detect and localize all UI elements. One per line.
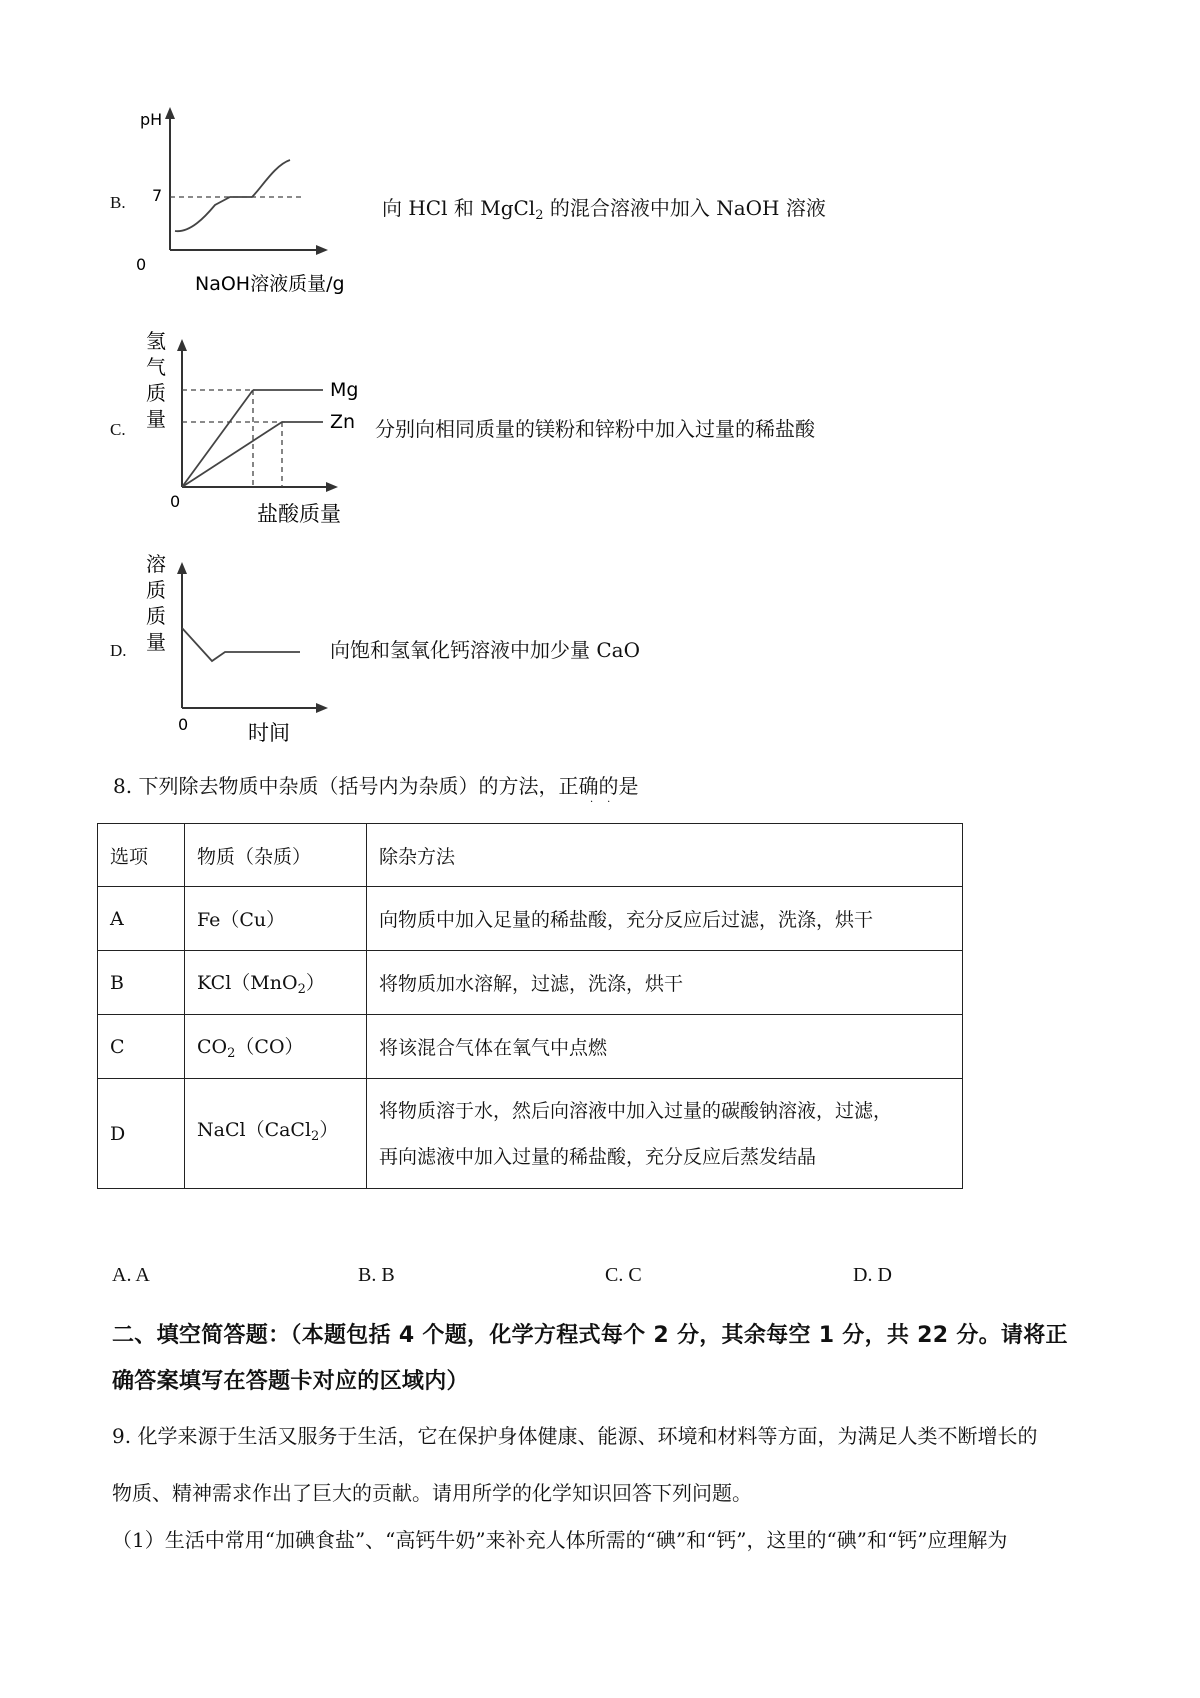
option-b-description bbox=[382, 192, 826, 223]
graph-c-x-label: 盐酸质量 bbox=[257, 502, 341, 526]
graph-b-x-label: NaOH溶液质量/g bbox=[195, 273, 345, 295]
option-b-desc-prefix: 向 HCl 和 MgCl bbox=[382, 196, 536, 220]
answer-option-c: C. C bbox=[605, 1264, 642, 1286]
graph-c-series-zn: Zn bbox=[330, 411, 356, 433]
question-9-line2: 物质、精神需求作出了巨大的贡献。请用所学的化学知识回答下列问题。 bbox=[112, 1481, 752, 1505]
option-d-description: 向饱和氢氧化钙溶液中加少量 CaO bbox=[330, 638, 640, 662]
table-row bbox=[98, 1015, 963, 1079]
emphasis-dots: ·· bbox=[590, 797, 625, 808]
graph-d-y-arrow bbox=[177, 562, 187, 574]
row-d-substance-prefix: NaCl（CaCl bbox=[197, 1119, 312, 1141]
graph-d-x-arrow bbox=[316, 703, 328, 713]
row-c-substance-sub: 2 bbox=[227, 1046, 236, 1061]
answer-option-a: A. A bbox=[112, 1264, 150, 1286]
row-b-option: B bbox=[98, 951, 185, 1015]
row-c-method: 将该混合气体在氧气中点燃 bbox=[367, 1015, 963, 1079]
graph-d-y-char-2: 质 bbox=[146, 578, 166, 602]
graph-c bbox=[140, 325, 380, 530]
question-8-table bbox=[97, 823, 963, 1189]
row-d-substance bbox=[185, 1079, 367, 1189]
table-header-row bbox=[98, 824, 963, 887]
option-b-label: B. bbox=[110, 193, 126, 212]
answer-option-b: B. B bbox=[358, 1264, 395, 1286]
option-c-description: 分别向相同质量的镁粉和锌粉中加入过量的稀盐酸 bbox=[375, 417, 815, 441]
graph-b-y-arrow bbox=[165, 107, 175, 119]
section-2-heading-line1: 二、填空简答题：（本题包括 4 个题，化学方程式每个 2 分，其余每空 1 分，共 22 分。请将正 bbox=[112, 1323, 1068, 1348]
graph-c-x-arrow bbox=[326, 482, 338, 492]
row-d-method-line1: 将物质溶于水，然后向溶液中加入过量的碳酸钠溶液，过滤， bbox=[379, 1099, 893, 1122]
table-row bbox=[98, 1079, 963, 1189]
graph-c-mg-rise bbox=[182, 390, 253, 487]
graph-b-y-label: pH bbox=[140, 110, 163, 129]
graph-b-origin: 0 bbox=[136, 255, 147, 274]
option-d-label: D. bbox=[110, 641, 127, 660]
graph-d-y-char-3: 质 bbox=[146, 604, 166, 628]
graph-d bbox=[140, 548, 340, 748]
question-9-line1: 9. 化学来源于生活又服务于生活，它在保护身体健康、能源、环境和材料等方面，为满足人类不断增长的 bbox=[112, 1424, 1038, 1448]
section-2-heading-line2: 确答案填写在答题卡对应的区域内） bbox=[112, 1369, 469, 1394]
graph-c-y-arrow bbox=[177, 339, 187, 351]
option-b-desc-suffix: 的混合溶液中加入 NaOH 溶液 bbox=[543, 196, 826, 220]
table-row bbox=[98, 887, 963, 951]
graph-c-zn-rise bbox=[182, 422, 282, 487]
row-b-substance-sub: 2 bbox=[297, 982, 306, 997]
graph-d-y-char-4: 量 bbox=[146, 630, 166, 654]
graph-b-tick-7: 7 bbox=[152, 186, 163, 205]
row-c-substance-suffix: （CO） bbox=[235, 1036, 304, 1058]
row-b-method: 将物质加水溶解，过滤，洗涤，烘干 bbox=[367, 951, 963, 1015]
table-row bbox=[98, 951, 963, 1015]
graph-c-series-mg: Mg bbox=[330, 379, 359, 401]
graph-c-origin: 0 bbox=[170, 492, 181, 511]
row-c-substance-prefix: CO bbox=[197, 1036, 228, 1058]
option-c-label: C. bbox=[110, 420, 126, 439]
row-d-method-line2: 再向滤液中加入过量的稀盐酸，充分反应后蒸发结晶 bbox=[379, 1145, 817, 1168]
graph-c-y-char-3: 质 bbox=[146, 381, 166, 405]
graph-d-y-char-1: 溶 bbox=[146, 552, 166, 576]
graph-c-y-char-2: 气 bbox=[146, 355, 166, 379]
row-c-substance bbox=[185, 1015, 367, 1079]
graph-b-curve bbox=[175, 160, 290, 231]
answer-option-d: D. D bbox=[853, 1264, 892, 1286]
header-method: 除杂方法 bbox=[367, 824, 963, 887]
row-a-method: 向物质中加入足量的稀盐酸，充分反应后过滤，洗涤，烘干 bbox=[367, 887, 963, 951]
question-9-sub1: （1）生活中常用“加碘食盐”、“高钙牛奶”来补充人体所需的“碘”和“钙”，这里的“碘”和“钙”应理解为 bbox=[112, 1528, 1008, 1552]
question-8-stem: 8. 下列除去物质中杂质（括号内为杂质）的方法，正确的是 bbox=[113, 774, 639, 798]
graph-d-origin: 0 bbox=[178, 715, 189, 734]
row-b-substance-prefix: KCl（MnO bbox=[197, 972, 298, 994]
header-option: 选项 bbox=[98, 824, 185, 887]
graph-b-x-arrow bbox=[316, 245, 328, 255]
row-b-substance bbox=[185, 951, 367, 1015]
row-d-method bbox=[367, 1079, 963, 1189]
row-b-substance-suffix: ） bbox=[305, 972, 325, 994]
row-d-substance-sub: 2 bbox=[311, 1129, 320, 1144]
graph-d-curve bbox=[182, 628, 300, 661]
row-d-substance-suffix: ） bbox=[319, 1119, 339, 1141]
graph-c-y-char-4: 量 bbox=[146, 407, 166, 431]
row-a-substance: Fe（Cu） bbox=[185, 887, 367, 951]
option-b-desc-sub: 2 bbox=[535, 208, 544, 223]
header-substance: 物质（杂质） bbox=[185, 824, 367, 887]
graph-b bbox=[130, 105, 380, 295]
row-a-option: A bbox=[98, 887, 185, 951]
graph-d-x-label: 时间 bbox=[248, 721, 290, 745]
row-c-option: C bbox=[98, 1015, 185, 1079]
graph-c-y-char-1: 氢 bbox=[146, 329, 166, 353]
row-d-option: D bbox=[98, 1079, 185, 1189]
